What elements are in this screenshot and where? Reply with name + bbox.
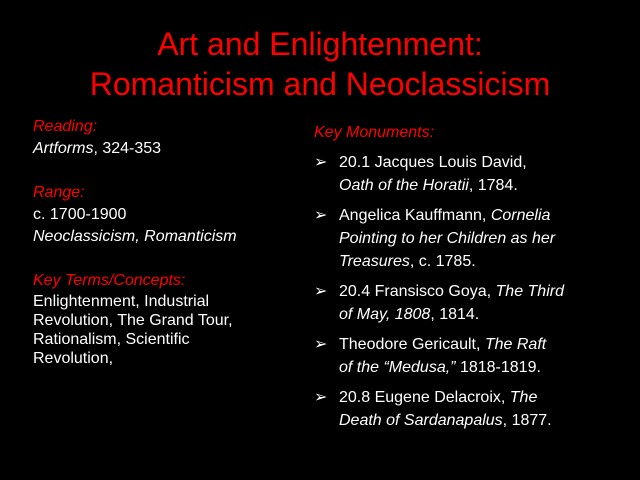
terms-text <box>33 292 303 368</box>
arrow-bullet-icon: ➢ <box>314 283 328 300</box>
item-line <box>339 174 634 197</box>
item-line <box>339 204 634 227</box>
artist: 20.4 Fransisco Goya, <box>339 283 496 300</box>
slide-title <box>0 24 640 104</box>
item-line <box>339 333 634 356</box>
list-item <box>314 151 634 197</box>
reading-pages: , 324-353 <box>93 140 162 157</box>
list-item <box>314 333 634 379</box>
arrow-bullet-icon: ➢ <box>314 154 328 171</box>
artwork-title: Death of Sardanapalus <box>339 412 503 429</box>
artwork-date: , 1814. <box>430 306 480 323</box>
reading-text <box>33 138 303 160</box>
artwork-title: of May, 1808 <box>339 306 431 323</box>
artwork-title: Treasures <box>339 253 410 270</box>
artwork-title: The Third <box>495 283 564 300</box>
reading-label: Reading: <box>33 118 98 135</box>
range-styles: Neoclassicism, Romanticism <box>33 228 237 245</box>
artwork-date: 1818-1819. <box>455 359 541 376</box>
artwork-date: , c. 1785. <box>409 253 476 270</box>
range-dates: c. 1700-1900 <box>33 206 127 223</box>
artist: 20.8 Eugene Delacroix, <box>339 389 510 406</box>
left-column <box>33 116 303 368</box>
artwork-title: Cornelia <box>490 207 551 224</box>
reading-title: Artforms <box>33 140 94 157</box>
title-line-2: Romanticism and Neoclassicism <box>89 66 551 102</box>
monuments-label: Key Monuments: <box>314 124 435 141</box>
item-line <box>339 303 634 326</box>
artwork-title: The Raft <box>484 336 547 353</box>
artwork-title: Pointing to her Children as her <box>339 230 556 247</box>
artist: Theodore Gericault, <box>339 336 485 353</box>
item-line <box>339 280 634 303</box>
item-line: 20.1 Jacques Louis David, <box>339 154 527 171</box>
monuments-list <box>314 151 634 432</box>
arrow-bullet-icon: ➢ <box>314 336 328 353</box>
range-label: Range: <box>33 184 85 201</box>
terms-label: Key Terms/Concepts: <box>33 272 186 289</box>
arrow-bullet-icon: ➢ <box>314 389 328 406</box>
terms-line: Revolution, The Grand Tour, <box>33 312 233 329</box>
artwork-title: Oath of the Horatii <box>339 177 469 194</box>
list-item <box>314 204 634 273</box>
artist: Angelica Kauffmann, <box>339 207 491 224</box>
terms-line: Enlightenment, Industrial <box>33 293 210 310</box>
item-line <box>339 250 634 273</box>
arrow-bullet-icon: ➢ <box>314 207 328 224</box>
artwork-date: , 1784. <box>468 177 518 194</box>
terms-line: Rationalism, Scientific <box>33 331 190 348</box>
item-line <box>339 356 634 379</box>
item-line <box>339 386 634 409</box>
terms-line: Revolution, <box>33 350 114 367</box>
artwork-title: The <box>509 389 538 406</box>
artwork-title: of the “Medusa,” <box>339 359 456 376</box>
list-item <box>314 280 634 326</box>
title-line-1: Art and Enlightenment: <box>157 26 483 62</box>
list-item <box>314 386 634 432</box>
item-line <box>339 409 634 432</box>
artwork-date: , 1877. <box>502 412 552 429</box>
right-column <box>314 121 634 432</box>
